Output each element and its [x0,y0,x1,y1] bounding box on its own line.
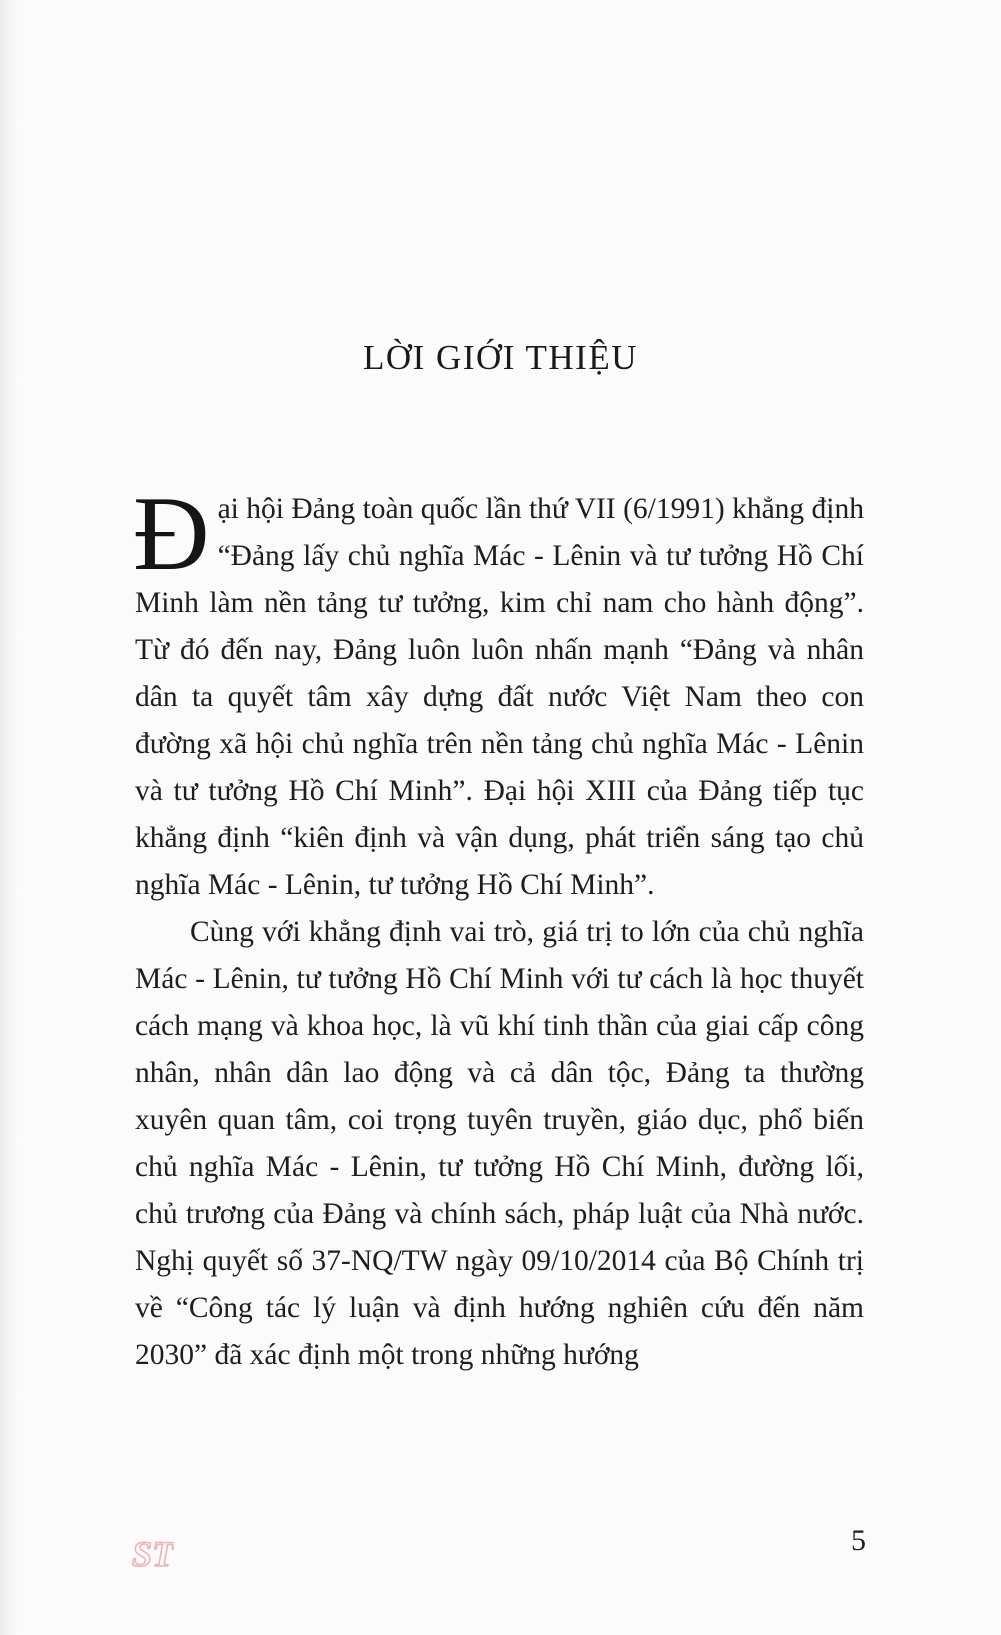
page-title: LỜI GIỚI THIỆU [362,338,638,377]
paragraph-2: Cùng với khẳng định vai trò, giá trị to lớn của chủ nghĩa Mác - Lênin, tư tưởng Hồ Chí Minh với tư cách là học thuyết cách mạng và khoa học, là vũ khí tinh thần của giai cấp công nhân, nhân dân lao động và cả dân tộc, Đảng ta thường xuyên quan tâm, coi trọng tuyên truyền, giáo dục, phổ biến chủ nghĩa Mác - Lênin, tư tưởng Hồ Chí Minh, đường lối, chủ trương của Đảng và chính sách, pháp luật của Nhà nước. Nghị quyết số 37-NQ/TW ngày 09/10/2014 của Bộ Chính trị về “Công tác lý luận và định hướng nghiên cứu đến năm 2030” đã xác định một trong những hướng [135,916,864,1371]
page-edge-shadow [0,0,18,1635]
paragraph-1 [133,475,864,909]
page-number: 5 [851,1524,866,1557]
paragraph-1-text: ại hội Đảng toàn quốc lần thứ VII (6/1991) khẳng định “Đảng lấy chủ nghĩa Mác - Lênin và tư tưởng Hồ Chí Minh làm nền tảng tư tưởng, kim chỉ nam cho hành động”. Từ đó đến nay, Đảng luôn luôn nhấn mạnh “Đảng và nhân dân ta quyết tâm xây dựng đất nước Việt Nam theo con đường xã hội chủ nghĩa trên nền tảng chủ nghĩa Mác - Lênin và tư tưởng Hồ Chí Minh”. Đại hội XIII của Đảng tiếp tục khẳng định “kiên định và vận dụng, phát triển sáng tạo chủ nghĩa Mác - Lênin, tư tưởng Hồ Chí Minh”. [135,493,864,901]
st-publisher-logo-icon [130,1533,174,1573]
drop-cap: Đ [133,475,210,592]
body-text [133,475,864,1379]
logo-text: ST [132,1534,174,1573]
